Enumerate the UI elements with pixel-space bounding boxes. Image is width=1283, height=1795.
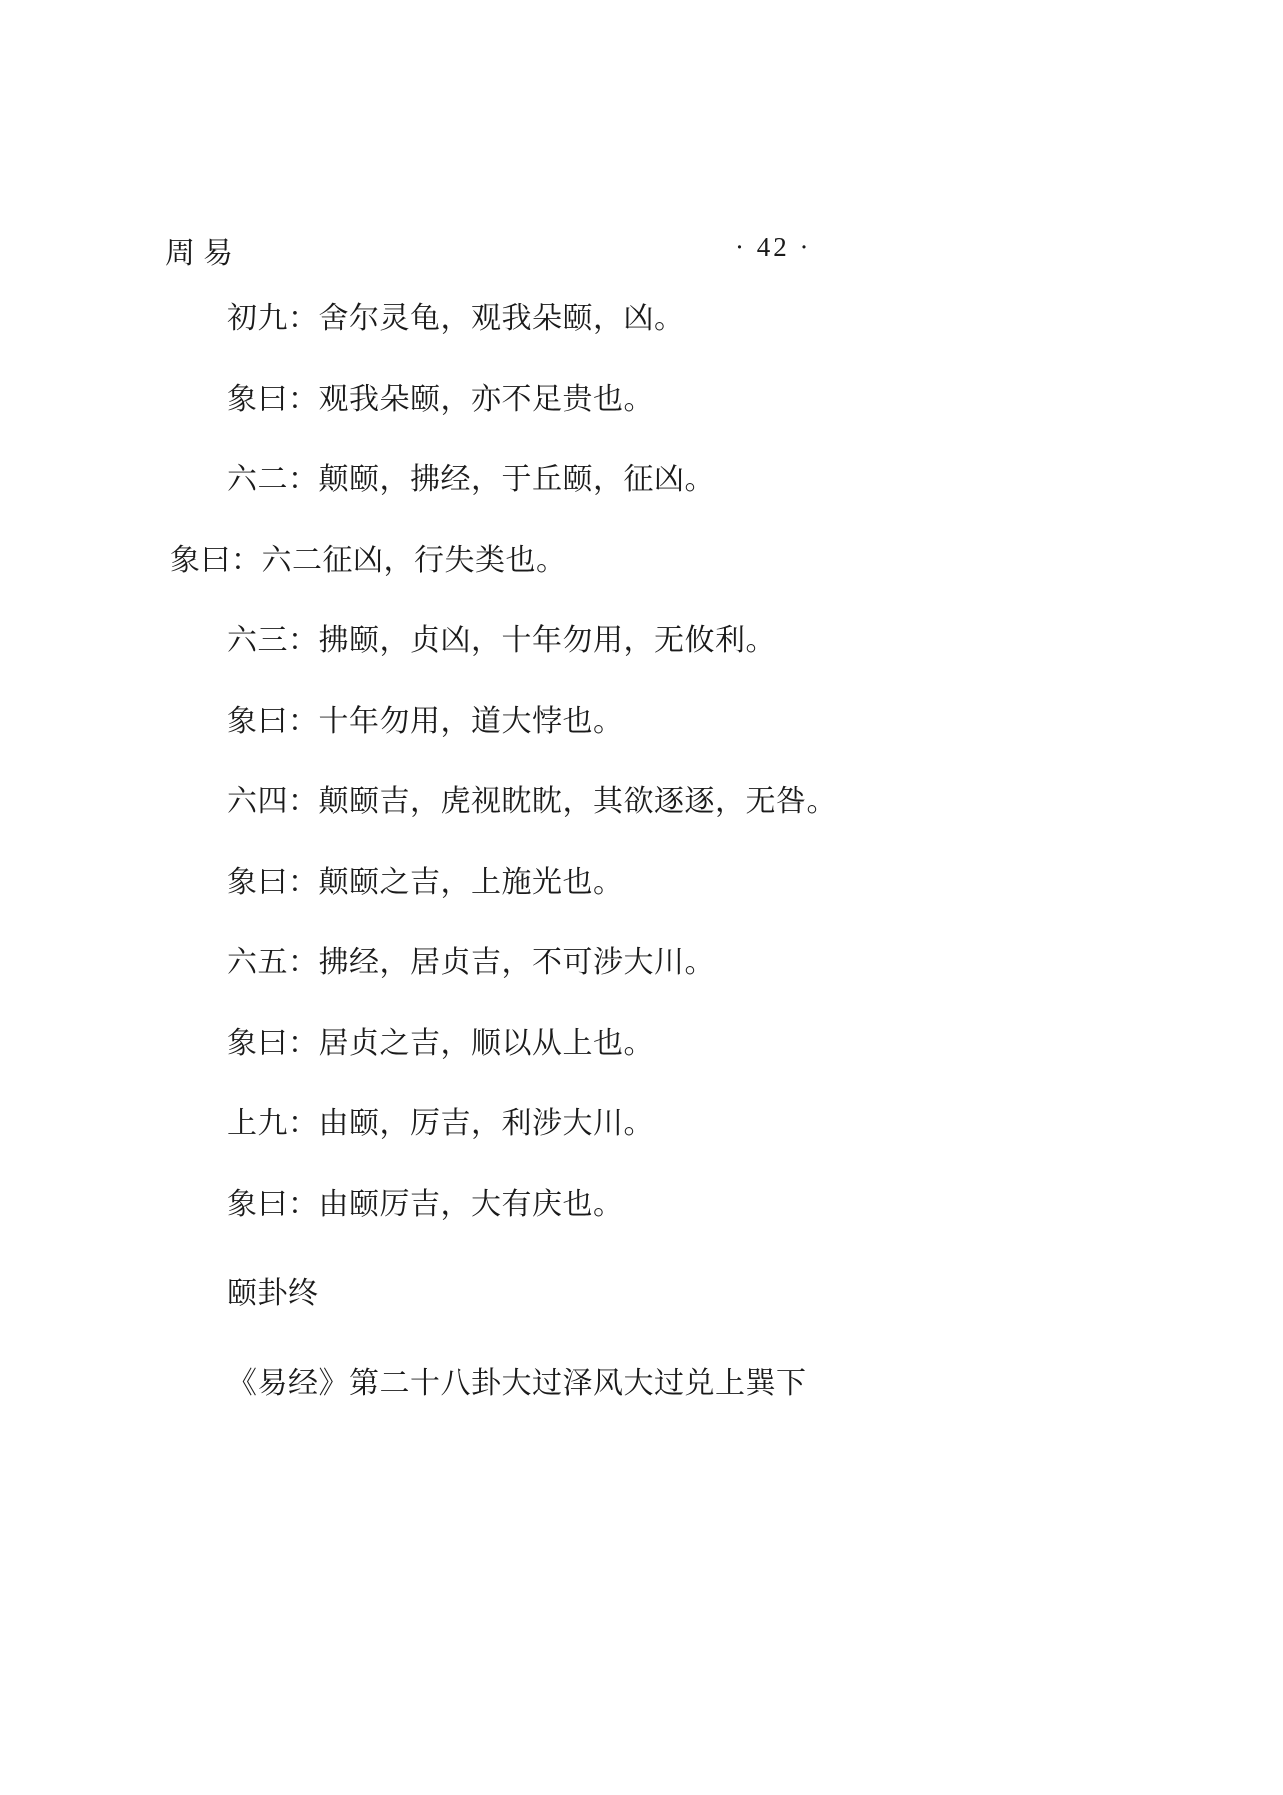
page-header — [165, 228, 965, 274]
text-line: 象曰：十年勿用，道大悖也。 — [227, 704, 624, 738]
text-line: 象曰：六二征凶，行失类也。 — [170, 543, 567, 577]
page-number: · 42 · — [735, 232, 812, 262]
text-line: 六三：拂颐，贞凶，十年勿用，无攸利。 — [227, 624, 776, 657]
text-line: 六四：颠颐吉，虎视眈眈，其欲逐逐，无咎。 — [227, 785, 837, 818]
document-body — [170, 300, 1130, 1402]
next-section-title: 《易经》第二十八卦大过泽风大过兑上巽下 — [227, 1366, 807, 1400]
text-line: 初九：舍尔灵龟，观我朵颐，凶。 — [227, 302, 685, 335]
text-line: 上九：由颐，厉吉，利涉大川。 — [227, 1107, 654, 1140]
text-line: 象曰：颠颐之吉，上施光也。 — [227, 865, 624, 899]
text-line: 六五：拂经，居贞吉，不可涉大川。 — [227, 946, 715, 979]
text-line: 象曰：观我朵颐，亦不足贵也。 — [227, 382, 654, 416]
section-end-label: 颐卦终 — [227, 1277, 319, 1310]
book-title: 周易 — [165, 237, 241, 270]
text-line: 象曰：由颐厉吉，大有庆也。 — [227, 1187, 624, 1221]
text-line: 六二：颠颐，拂经，于丘颐，征凶。 — [227, 463, 715, 496]
text-line: 象曰：居贞之吉，顺以从上也。 — [227, 1026, 654, 1060]
